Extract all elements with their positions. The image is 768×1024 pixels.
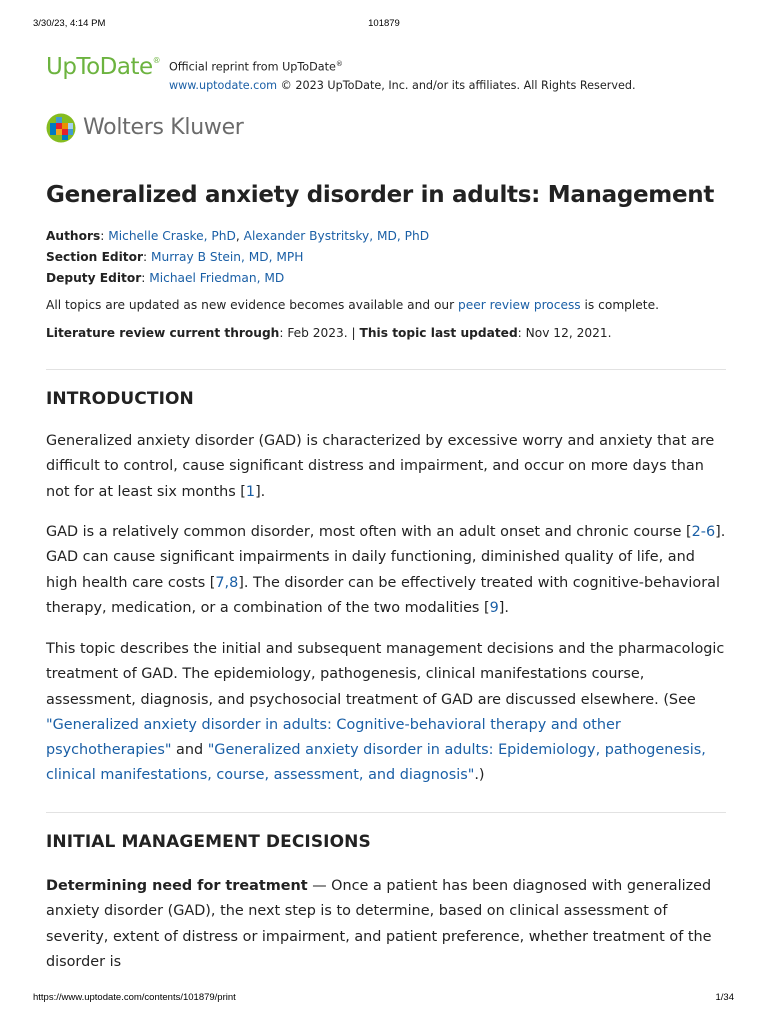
section-divider [46,812,726,813]
subheading-determining-need: Determining need for treatment [46,878,308,894]
print-page-number: 1/34 [715,992,734,1003]
paragraph-text: This topic describes the initial and subsequent management decisions and the pharmacologic treatment of GAD. The epidemiology, pathogenesis, clinical manifestations course, assessment, diagnosis, and psychosocial treatment of GAD are discussed elsewhere. (See [46,641,725,708]
paragraph-text: — Once a patient has been diagnosed with generalized anxiety disorder (GAD), the next step is to determine, based on clinical assessment of severity, extent of distress or impairment, and patient preference, whether treatment of the disorder is [46,878,712,970]
initial-management-paragraph [46,874,726,975]
reference-link[interactable]: 1 [245,483,256,500]
paragraph-text: ]. [255,483,266,500]
reprint-line: Official reprint from UpToDate [169,60,336,74]
intro-paragraph-1 [46,429,726,505]
lit-review-value: : Feb 2023. | [279,326,360,340]
print-header [0,18,768,32]
author-link[interactable]: Michelle Craske, PhD [108,229,236,243]
reference-link[interactable]: , [224,574,230,591]
section-editor-label: Section Editor [46,249,144,264]
reference-link[interactable]: 8 [229,574,239,591]
section-heading-introduction: INTRODUCTION [46,389,194,409]
update-note [46,295,726,315]
topic-link-cbt[interactable]: "Generalized anxiety disorder in adults: Cognitive-behavioral therapy and other psychotherapies" [46,716,621,759]
paragraph-text: Generalized anxiety disorder (GAD) is characterized by excessive worry and anxiety that are difficult to control, cause significant distress and impairment, and occur on more days than not for at least six months [ [46,433,715,500]
deputy-editor-link[interactable]: Michael Friedman, MD [149,270,285,285]
reprint-block [46,54,726,90]
authors-label: Authors [46,229,101,243]
paragraph-text: and [171,742,208,759]
wolters-kluwer-mark-icon [46,113,76,143]
intro-paragraph-3 [46,637,726,789]
last-updated-value: : Nov 12, 2021. [517,326,612,340]
paragraph-text: ]. The disorder can be effectively treated with cognitive-behavioral therapy, medication, or a combination of the two modalities [ [46,574,720,616]
print-datetime: 3/30/23, 4:14 PM [33,18,106,29]
registered-mark: ® [152,56,161,65]
uptodate-site-link[interactable]: www.uptodate.com [169,78,278,92]
section-heading-initial-management: INITIAL MANAGEMENT DECISIONS [46,832,371,852]
paragraph-text: ]. GAD can cause significant impairments in daily functioning, diminished quality of life, and high health care costs [ [46,524,726,591]
paragraph-text: ]. [498,599,509,616]
author-link[interactable]: Alexander Bystritsky, MD, PhD [243,229,430,243]
review-dates [46,323,726,343]
reprint-notice [169,55,636,95]
lit-review-label: Literature review current through [46,326,280,340]
copyright-text: © 2023 UpToDate, Inc. and/or its affiliates. All Rights Reserved. [277,78,636,92]
topic-link-epidemiology[interactable]: "Generalized anxiety disorder in adults: Epidemiology, pathogenesis, clinical manifestations, course, assessment, and diagnosis" [46,742,706,784]
reference-link[interactable]: 2-6 [691,524,716,540]
last-updated-label: This topic last updated [359,326,518,340]
print-doc-id: 101879 [368,18,400,29]
uptodate-logo[interactable] [46,54,160,80]
reference-link[interactable]: 9 [489,599,499,616]
reference-link[interactable]: 7 [215,574,225,591]
intro-paragraph-2 [46,520,726,621]
paragraph-text: GAD is a relatively common disorder, most often with an adult onset and chronic course [ [46,524,692,540]
paragraph-text: .) [474,767,485,784]
print-footer [0,992,768,1006]
author-metadata [46,226,726,288]
update-note-text: All topics are updated as new evidence becomes available and our [46,298,459,312]
section-editor-line: Section Editor: Murray B Stein, MD, MPH [46,249,304,264]
section-editor-link[interactable]: Murray B Stein, MD, MPH [151,249,304,264]
wolters-kluwer-name: Wolters Kluwer [83,115,244,140]
article-title: Generalized anxiety disorder in adults: Management [46,182,715,208]
reprint-registered-mark: ® [335,60,343,68]
deputy-editor-line: Deputy Editor: Michael Friedman, MD [46,270,285,285]
uptodate-logo-text: UpToDate [46,54,153,80]
section-divider [46,369,726,370]
update-note-text-end: is complete. [580,298,659,312]
peer-review-link[interactable]: peer review process [458,298,581,312]
deputy-editor-label: Deputy Editor [46,270,142,285]
authors-line: Authors: Michelle Craske, PhD, Alexander Bystritsky, MD, PhD [46,229,430,243]
print-url: https://www.uptodate.com/contents/101879/print [33,992,236,1003]
